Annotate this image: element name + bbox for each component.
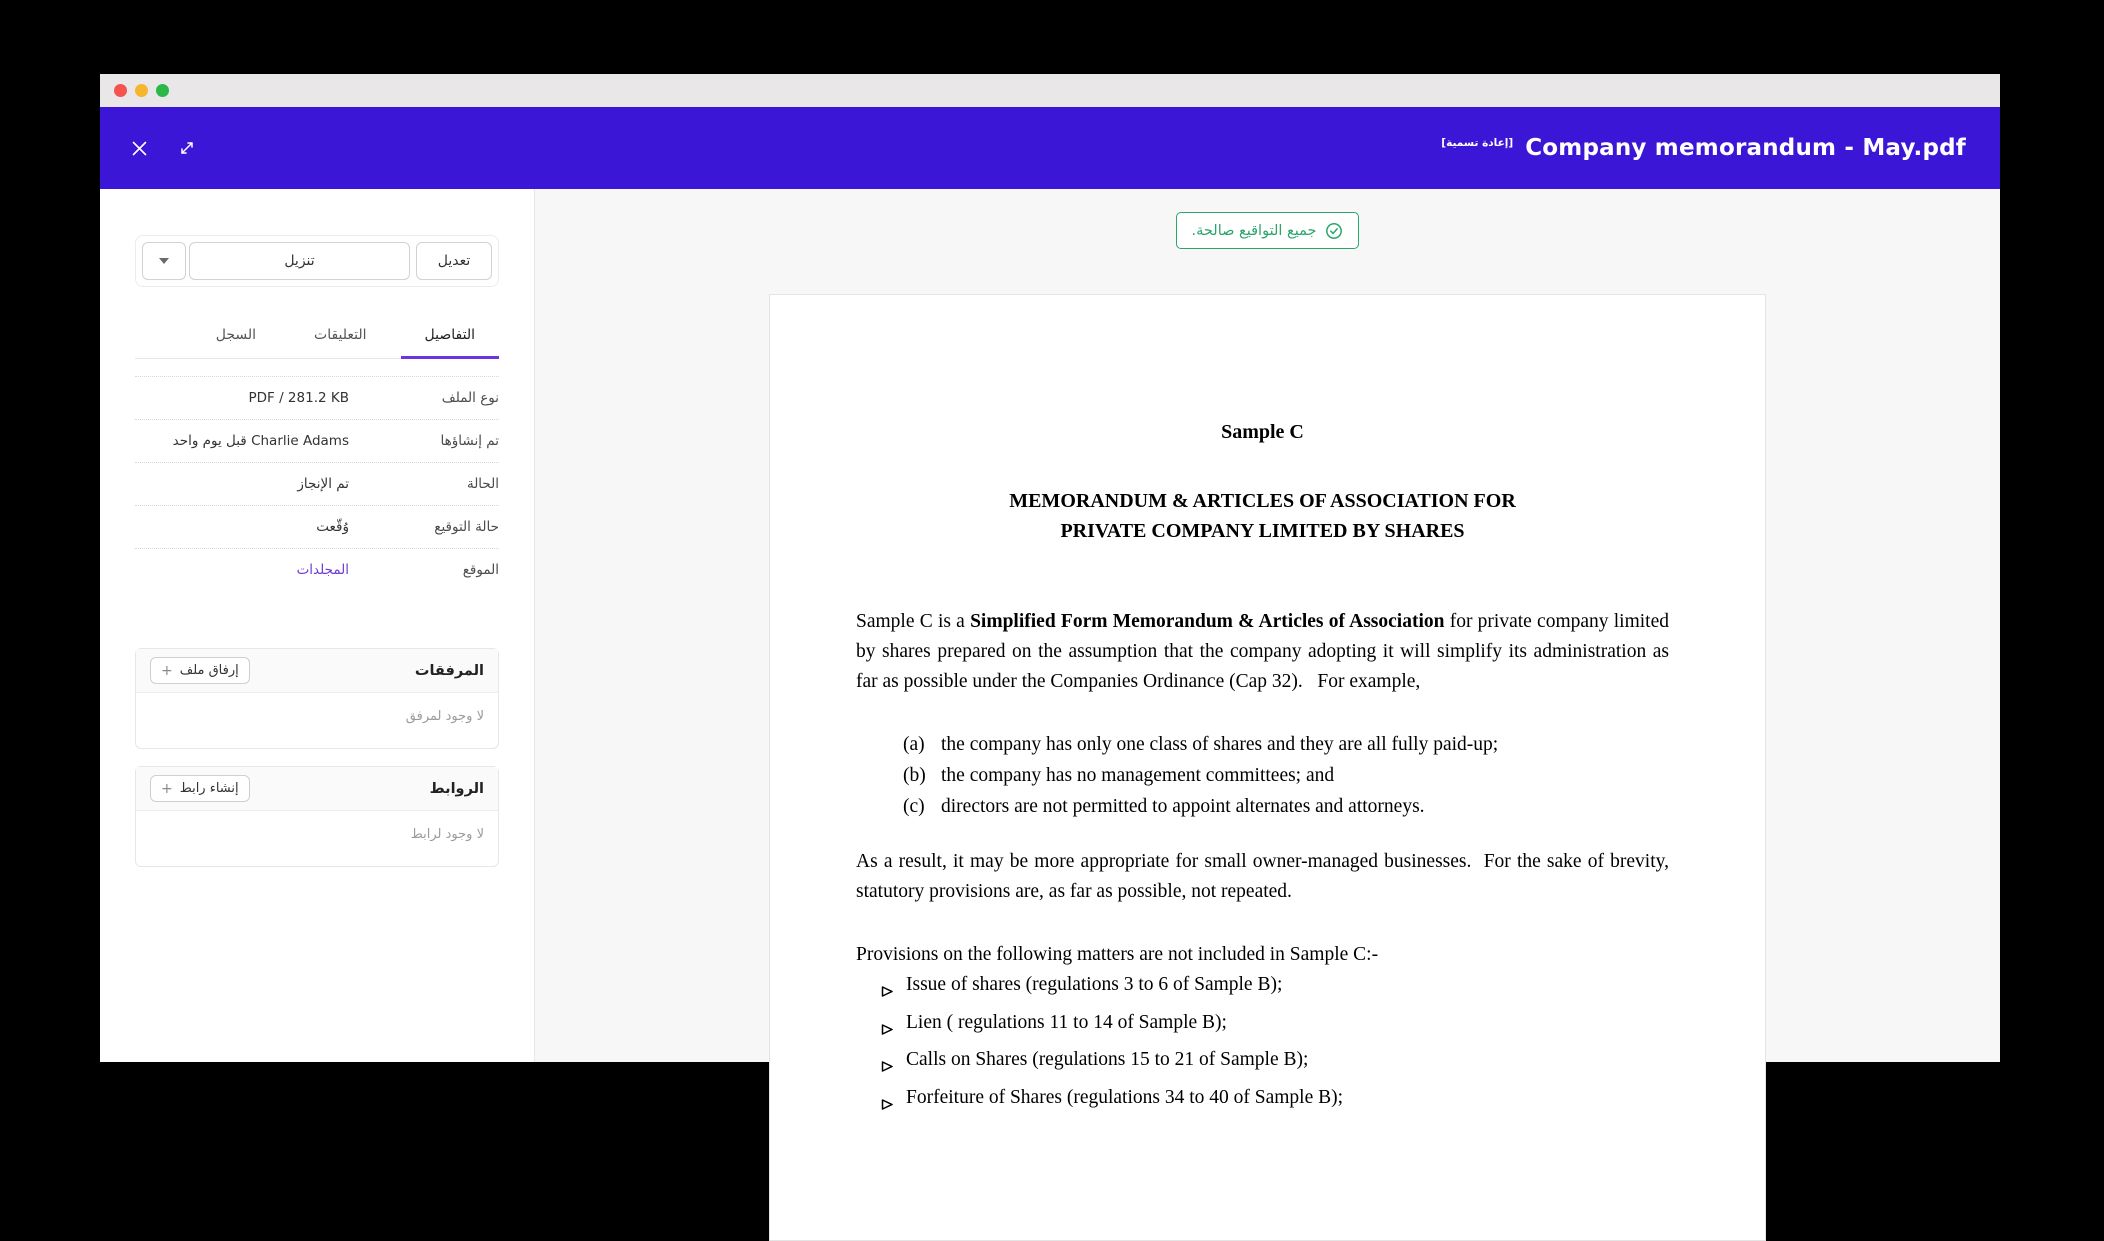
list-item: (a) the company has only one class of shares and they are all fully paid-up; [903,734,1499,755]
tab-history[interactable]: السجل [215,327,257,343]
sidebar-tabs [135,317,499,359]
doc-lettered-list [856,729,1669,822]
detail-row-status: الحالة تم الإنجاز [135,462,499,505]
doc-bullet-list [856,970,1669,1120]
app-window [100,74,2000,1108]
links-section [135,766,499,867]
doc-heading-line2: PRIVATE COMPANY LIMITED BY SHARES [1060,520,1465,542]
folders-link[interactable]: المجلدات [296,562,349,578]
download-dropdown-button[interactable] [142,242,186,280]
app-header [100,107,2000,189]
rename-link[interactable]: [إعادة تسمية] [1441,137,1514,149]
arrowhead-bullet-icon [881,1083,906,1121]
details-list [135,376,499,591]
detail-row-location: الموقع المجلدات [135,548,499,591]
close-icon[interactable] [126,135,152,161]
doc-sample-title: Sample C [1221,421,1304,443]
list-item: (b) the company has no management committees; and [903,765,1335,786]
minimize-window-button[interactable] [135,84,148,97]
list-item: (c) directors are not permitted to appoint alternates and attorneys. [903,796,1425,817]
check-circle-icon [1325,222,1343,240]
arrowhead-bullet-icon [881,1008,906,1046]
download-button[interactable]: تنزيل [189,242,410,280]
list-item: Issue of shares (regulations 3 to 6 of Sample B); [856,970,1669,1008]
expand-icon[interactable] [174,135,200,161]
tab-comments[interactable]: التعليقات [314,327,367,343]
signature-status-value: وُقّعت [316,519,349,535]
doc-heading-line1: MEMORANDUM & ARTICLES OF ASSOCIATION FOR [1009,490,1516,512]
links-title: الروابط [429,780,484,797]
attachments-empty-state: لا وجود لمرفق [405,709,484,724]
detail-row-file-type: نوع الملف PDF / 281.2 KB [135,376,499,419]
arrowhead-bullet-icon [881,1045,906,1083]
badge-text: جميع التواقيع صالحة. [1191,222,1317,239]
arrowhead-bullet-icon [881,970,906,1008]
macos-titlebar [100,74,2000,107]
doc-paragraph-3: Provisions on the following matters are not included in Sample C:- [856,944,1379,965]
pdf-page [769,294,1766,1241]
create-link-button[interactable]: إنشاء رابط + [150,775,250,802]
file-type-value: PDF / 281.2 KB [248,390,349,406]
sidebar [100,189,535,1062]
list-item: Lien ( regulations 11 to 14 of Sample B); [856,1008,1669,1046]
attachments-title: المرفقات [414,662,484,679]
zoom-window-button[interactable] [156,84,169,97]
download-split-button [142,242,410,280]
page-title: Company memorandum - May.pdf [1525,135,1966,161]
plus-icon: + [161,662,173,679]
list-item: Calls on Shares (regulations 15 to 21 of Sample B); [856,1045,1669,1083]
detail-row-signature-status: حالة التوقيع وُقّعت [135,505,499,548]
signatures-valid-badge [1176,212,1360,249]
close-window-button[interactable] [114,84,127,97]
document-title-area [1441,135,1966,161]
detail-row-created-by: تم إنشاؤها Charlie Adams قبل يوم واحد [135,419,499,462]
doc-paragraph-1: Sample C is a Simplified Form Memorandum & Articles of Association for private company limited by shares prepared on the assumption that the company adopting it will simplify its administration as far as possible under the Companies Ordinance (Cap 32). For example, [856,611,1674,692]
tab-details[interactable]: التفاصيل [401,317,499,359]
attach-file-button[interactable]: إرفاق ملف + [150,657,250,684]
plus-icon: + [161,780,173,797]
attachments-section [135,648,499,749]
header-actions [126,135,200,161]
links-empty-state: لا وجود لرابط [410,827,484,842]
chevron-down-icon [159,258,169,264]
list-item: Forfeiture of Shares (regulations 34 to 40 of Sample B); [856,1083,1669,1121]
edit-button[interactable]: تعديل [416,242,492,280]
status-value: تم الإنجاز [297,476,349,492]
doc-paragraph-2: As a result, it may be more appropriate for small owner-managed businesses. For the sake of brevity, statutory provisions are, as far as possible, not repeated. [856,851,1674,902]
created-by-value: Charlie Adams قبل يوم واحد [172,433,349,449]
sidebar-action-buttons [135,235,499,287]
document-viewer [535,189,2000,1108]
